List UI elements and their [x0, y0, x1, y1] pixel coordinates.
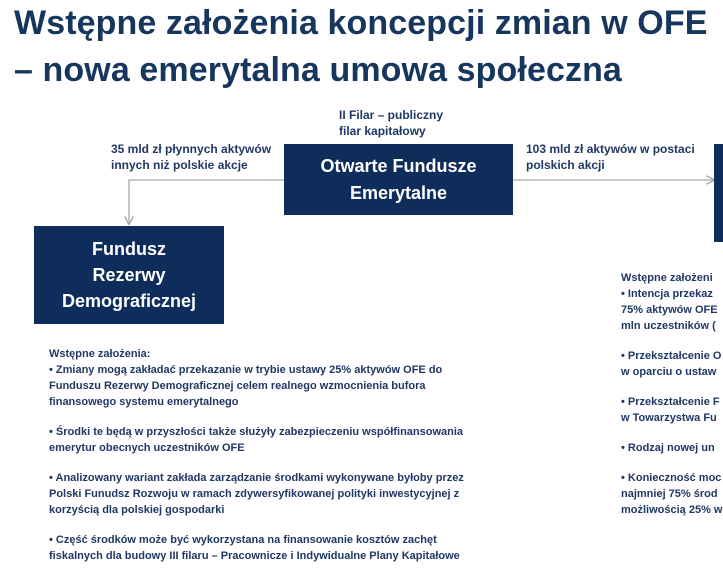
right-note-2-line-1: • Przekształcenie O — [621, 350, 722, 362]
right-flow-label — [526, 141, 695, 173]
ofe-box-line-1: Otwarte Fundusze — [320, 155, 477, 176]
left-flow-line-2: innych niż polskie akcje — [111, 158, 248, 172]
frd-note-2 — [49, 424, 464, 456]
right-note-4-line-1: • Rodzaj nowej un — [621, 442, 715, 454]
right-notes-heading: Wstępne założeni — [621, 272, 713, 284]
right-note-5 — [621, 470, 723, 518]
right-notes — [621, 270, 723, 518]
right-flow-line-2: polskich akcji — [526, 158, 605, 172]
frd-notes-heading: Wstępne założenia: — [49, 348, 151, 360]
right-note-5-line-3: możliwością 25% w — [621, 504, 723, 516]
frd-box-line-3: Demograficznej — [61, 291, 197, 311]
frd-box-line-1: Fundusz — [92, 239, 166, 259]
title-line-2: – nowa emerytalna umowa społeczna — [14, 51, 622, 89]
frd-note-3-line-3: korzyścią dla polskiej gospodarki — [49, 504, 225, 516]
frd-note-4-line-2: fiskalnych dla budowy III filaru – Pracownicze i Indywidualne Plany Kapitałowe — [49, 550, 460, 562]
right-note-1 — [621, 286, 723, 334]
arrow-to-frd — [129, 180, 284, 224]
frd-note-2-line-2: emerytur obecnych uczestników OFE — [49, 442, 245, 454]
frd-note-2-line-1: • Środki te będą w przyszłości także służyły zabezpieczeniu współfinansowania — [49, 426, 464, 438]
frd-note-1-line-3: finansowego systemu emerytalnego — [49, 396, 239, 408]
pillar-label-line-1: II Filar – publiczny — [339, 108, 444, 122]
left-flow-label — [111, 141, 271, 173]
left-flow-line-1: 35 mld zł płynnych aktywów — [111, 142, 272, 156]
frd-note-3-line-1: • Analizowany wariant zakłada zarządzanie środkami wykonywane byłoby przez — [49, 472, 464, 484]
right-note-3 — [621, 394, 723, 426]
right-note-5-line-2: najmniej 75% środ — [621, 488, 718, 500]
pillar-label-line-2: filar kapitałowy — [339, 124, 426, 138]
right-note-2-line-2: w oparciu o ustaw — [621, 366, 717, 378]
ofe-box-line-2: Emerytalne — [349, 182, 448, 203]
pillar-label — [339, 107, 443, 139]
frd-note-4 — [49, 532, 464, 564]
frd-notes — [49, 346, 464, 564]
right-note-3-line-1: • Przekształcenie F — [621, 396, 720, 408]
frd-note-3-line-2: Polski Funudsz Rozwoju w ramach zdywersyfikowanej polityki inwestycyjnej z — [49, 488, 460, 500]
frd-note-1-line-1: • Zmiany mogą zakładać przekazanie w trybie ustawy 25% aktywów OFE do — [49, 364, 443, 376]
right-box-partial — [714, 144, 723, 242]
frd-box — [34, 226, 224, 324]
right-note-5-line-1: • Konieczność moc — [621, 472, 722, 484]
frd-note-1 — [49, 362, 464, 410]
frd-note-4-line-1: • Część środków może być wykorzystana na finansowanie kosztów zachęt — [49, 534, 437, 546]
right-note-2 — [621, 348, 723, 380]
ofe-box — [284, 144, 513, 215]
title-line-1: Wstępne założenia koncepcji zmian w OFE — [14, 4, 708, 42]
right-flow-line-1: 103 mld zł aktywów w postaci — [526, 142, 695, 156]
right-note-4 — [621, 440, 723, 456]
frd-note-3 — [49, 470, 464, 518]
frd-box-line-2: Rezerwy — [92, 265, 166, 285]
frd-note-1-line-2: Funduszu Rezerwy Demograficznej celem realnego wzmocnienia bufora — [49, 380, 426, 392]
right-note-1-line-2: 75% aktywów OFE — [621, 304, 718, 316]
right-note-1-line-1: • Intencja przekaz — [621, 288, 713, 300]
right-note-1-line-3: mln uczestników ( — [621, 320, 716, 332]
right-note-3-line-2: w Towarzystwa Fu — [621, 412, 717, 424]
